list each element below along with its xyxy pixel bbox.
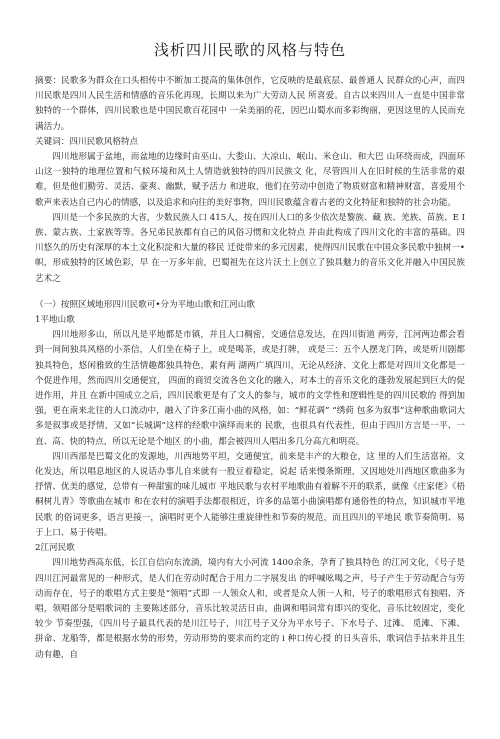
abstract-paragraph: 摘要：民歌多为群众在口头相传中不断加工提高的集体创作，它反映的是最底层、最普通人 民群众的心声，而四川民歌是四川人民生活和情感的音乐化再现，长期以来为广大劳动人民 所喜爱。自古以来四川人一直是中国非常独特的一个群体，四川民歌也是中国民歌百花园中 一朵美丽的花，因巴山蜀水而多彩绚丽，更因这里的人民而充满活力。 <box>35 76 465 132</box>
document-page <box>35 34 465 734</box>
plain-songs-paragraph-1: 四川地形多山，所以凡是平地都是市镇，并且人口稠密，交通信息发达，在四川街道 两旁，江河两边都会看到一间间独具风格的小茶信，人们坐在椅子上，或是喝茶，或是打牌， 或是三：五个人摆龙门阵，或是听川剧都独具特色，悠闲雅致的生活情趣都独具特色，素有两 湖两广填四川，无论从经济、文化上都是对四川文化都是一个促进作用，然而四川交通便宜， 四面的商贸交流各色文化的融入，对本土的音乐文化的蓬勃发展起到巨大的促进作用，并且 在新中国成立之后，四川民歌更是有了文人的参与，城市的文学性和逻辑性是的四川民歌的 得到加强，更在南来北往的人口流动中，融入了许多江南小曲的风格，如：“鲜花调” “绣荷 包多为叙事”这种歌曲歌词大多是叙事或是抒情，又如“长城调”这样的经歌中演绎而来的 民歌，也很具有代表性，但由于四川方言是一平、一直、高、快的特点，所以无论是个地区 的小曲，都会被四川人唱出多几分高亢和明亮。 <box>35 330 465 447</box>
document-title: 浅析四川民歌的风格与特色 <box>153 41 346 59</box>
section-heading: （一）按照区域地形四川民歌可•分为平地山歌和江河山歌 <box>35 299 255 310</box>
intro-paragraph-geography: 四川地形属于盆地，而盆地的边缘时由巫山、大娄山、大凉山、岷山、米仓山、和大巴 山环绕而成，四面环山这一独特的地理位置和气候环境和风土人情造就独特的四川民族文 化，尽管四川人在旧时候的生活非常的艰难，但是他们勤劳、灵活、豪爽、幽默，赋予活力 和进取，他们在劳动中创造了物质财富和精神财富，喜爱用个歌声来表达自己内心的情感，以及追求和向往的美好事物，四川民歌蕴含着古老的文化特征和独特的社会功能。 <box>35 152 465 208</box>
river-songs-paragraph-1: 四川地势西高东低，长江自信向东流淌，境内有大小河流 1400余条，孕育了独具特色 的江河文化，《号子是四川江河最常见的一种形式，是人们在劳动时配合于用力二字展发出 的呼喊吆喝之声，号子产生于劳动配合与劳动而存在，号子的歌唱方式主要是“领唱”式即 一人领众人和，或者是众人领一人和，号子的歌唱形式有独唱、齐唱，领唱部分是唱歌词的 主要陈述部分，音乐比较灵活日由，曲调和唱词常有即兴的变化，音乐比较固定，变化较少 节奏型强，《四川号子最具代表的是川江号子，川江号子又分为平水号子、下水号子、过滩、 觅滩、下滩、拼命、龙船等，都是根据水势的形势，劳动形势的要求而约定的 i 种口传心授 的日头音乐，歌词信手拈来并且生动有趣，自 <box>35 558 465 660</box>
subsection-heading-plain-songs: 1平地山歌 <box>35 315 75 326</box>
subsection-heading-river-songs: 2江河民歌 <box>35 543 75 554</box>
keywords-line: 关键词：四川民歌风格特点 <box>35 136 139 147</box>
intro-paragraph-ethnic: 四川是一个多民族的大省，少数民族人口 415人，按在四川人口的多少依次是黎族、藏 族、羌族、苗族、E I族、蒙古族、土家族等等。各兄弟民族都有自己的风俗习惯和文化特点 并由此构成了四川文化的丰富的基础。四川悠久的历史有深厚的本土文化积淀和大量的移民 迁徙带来的多元因素，使得四川民歌在中国众多民歌中独树一•帜，形成独特的区域色彩，早 在一万多年前，巴蜀祖先在这片沃土上创立了独具魅力的音乐文化并融入中国民族艺术之 <box>35 212 465 284</box>
plain-songs-paragraph-2: 四川西部是巴蜀文化的发源地，川西地势平坦，交通便宜，前来是丰产的大粮仓，这 里的人们生活富裕，文化发达，所以唱息地区的人说话办事儿自来就有一股豆着稳定，说起 话来慢条斯理，又因地处川西地区歌曲多为抒情、优美的感觉，总带有一种甜蜜的味儿城市 平地民歌与农村平地歌曲有着解不开的联系，就像《庄家佬》《梧桐树儿青》等歌曲在城市 和在农村的演唱手法都很相近，许多的品第小曲演唱都有通俗性的特点，知识城市平地民歌 的俗词更多，语言更接一，演唱时更个人能够注重旋律性和节奏的规范，而且四川的平地民 歌节奏简明、易于上口、易于传唱。 <box>35 451 465 538</box>
